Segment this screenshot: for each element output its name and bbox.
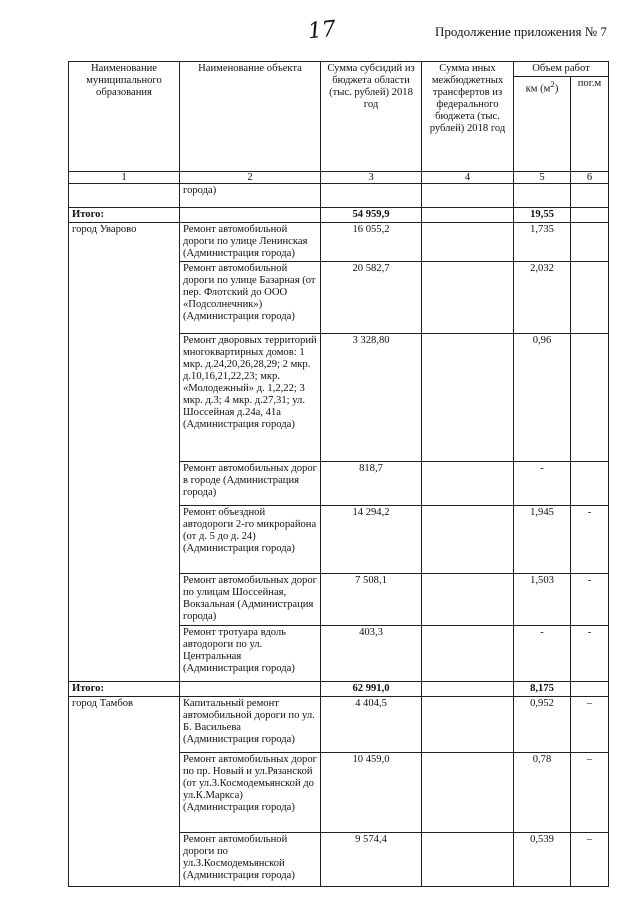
total-label: Итого: [69,682,180,697]
km-value: - [514,626,571,682]
column-number: 4 [422,172,514,184]
header-volume: Объем работ [514,62,609,77]
km-value: 1,945 [514,506,571,574]
object-name: Ремонт автомобильных дорог по пр. Новый и ул.Рязанской (от ул.З.Космодемьянской до ул.К.Маркса) (Администрация города) [180,753,321,833]
header-subsidy: Сумма субсидий из бюджета области (тыс. рублей) 2018 год [321,62,422,172]
subsidy-value: 818,7 [321,462,422,506]
object-name: Ремонт автомобильной дороги по улице Базарная (от пер. Флотский до ООО «Подсолнечник») (Администрация города) [180,262,321,334]
subsidy-value: 9 574,4 [321,833,422,887]
km-value: 0,96 [514,334,571,462]
total-km: 8,175 [514,682,571,697]
subsidy-value: 20 582,7 [321,262,422,334]
page-number: 17 [306,16,338,45]
municipality-name: город Уварово [69,223,180,682]
pogm-value [571,334,609,462]
appendix-heading: Продолжение приложения № 7 [435,24,607,39]
subsidy-value: 4 404,5 [321,697,422,753]
object-name: Ремонт объездной автодороги 2-го микрорайона (от д. 5 до д. 24) (Администрация города) [180,506,321,574]
subsidy-value: 3 328,80 [321,334,422,462]
total-row [69,208,609,223]
subsidy-value: 14 294,2 [321,506,422,574]
pogm-value: – [571,697,609,753]
header-pogm: пог.м [571,77,609,172]
km-value: 1,735 [514,223,571,262]
object-name: Ремонт автомобильных дорог в городе (Администрация города) [180,462,321,506]
object-name: Ремонт автомобильных дорог по улицам Шоссейная, Вокзальная (Администрация города) [180,574,321,626]
column-number: 5 [514,172,571,184]
column-number: 3 [321,172,422,184]
header-object: Наименование объекта [180,62,321,172]
header-km: км $(м^2)$ [514,77,571,172]
continuation-row [69,184,609,208]
header-transfers: Сумма иных межбюджетных трансфертов из федерального бюджета (тыс. рублей) 2018 год [422,62,514,172]
subsidy-value: 10 459,0 [321,753,422,833]
km-value: - [514,462,571,506]
object-name: Ремонт тротуара вдоль автодороги по ул. Центральная (Администрация города) [180,626,321,682]
subsidy-value: 16 055,2 [321,223,422,262]
pogm-value [571,462,609,506]
pogm-value: - [571,506,609,574]
subsidy-value: 7 508,1 [321,574,422,626]
municipality-name: город Тамбов [69,697,180,887]
km-value: 0,539 [514,833,571,887]
object-name: Ремонт автомобильной дороги по ул.З.Космодемьянской (Администрация города) [180,833,321,887]
table-row [69,697,609,753]
object-name: Ремонт дворовых территорий многоквартирных домов: 1 мкр. д.24,20,26,28,29; 2 мкр. д.10,16,21,22,23; мкр. «Молодежный» д. 1,2,22; 3 мкр. д.3; 4 мкр. д.27,31; ул. Шоссейная д.24а, 41а (Администрация города) [180,334,321,462]
column-number: 2 [180,172,321,184]
pogm-value [571,262,609,334]
total-subsidy: 54 959,9 [321,208,422,223]
object-name: Капитальный ремонт автомобильной дороги по ул. Б. Васильева (Администрация города) [180,697,321,753]
header-muni: Наименование муниципального образования [69,62,180,172]
km-value: 2,032 [514,262,571,334]
total-label: Итого: [69,208,180,223]
pogm-value: - [571,574,609,626]
column-number: 1 [69,172,180,184]
total-km: 19,55 [514,208,571,223]
pogm-value [571,223,609,262]
total-row [69,682,609,697]
total-subsidy: 62 991,0 [321,682,422,697]
subsidy-value: 403,3 [321,626,422,682]
pogm-value: – [571,753,609,833]
object-name: Ремонт автомобильной дороги по улице Ленинская (Администрация города) [180,223,321,262]
km-value: 1,503 [514,574,571,626]
pogm-value: - [571,626,609,682]
table-row [69,223,609,262]
column-number: 6 [571,172,609,184]
pogm-value: – [571,833,609,887]
column-numbers-row [69,172,609,184]
subsidy-table [68,61,609,887]
object-name: города) [180,184,321,208]
km-value: 0,78 [514,753,571,833]
km-value: 0,952 [514,697,571,753]
